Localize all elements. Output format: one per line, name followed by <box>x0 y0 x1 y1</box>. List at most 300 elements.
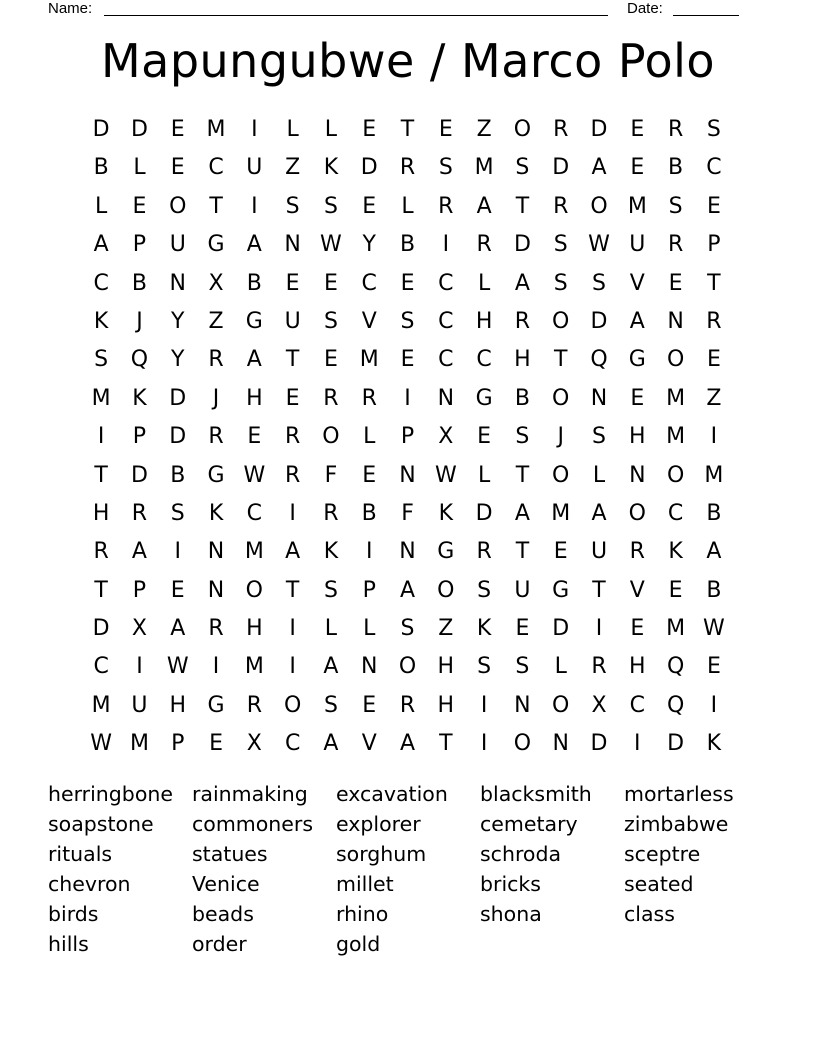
grid-letter: K <box>323 155 339 181</box>
grid-letter: N <box>629 462 646 488</box>
grid-letter: L <box>401 193 414 219</box>
grid-letter: S <box>323 577 338 603</box>
grid-letter: N <box>284 232 301 258</box>
grid-letter: V <box>361 308 377 334</box>
grid-letter: C <box>246 500 263 526</box>
grid-letter: S <box>438 155 453 181</box>
grid-letter: I <box>289 500 296 526</box>
grid-letter: A <box>285 539 301 565</box>
grid-letter: I <box>289 616 296 642</box>
grid-row <box>82 149 733 187</box>
grid-letter: E <box>630 155 645 181</box>
grid-letter: L <box>324 117 338 142</box>
grid-letter: M <box>244 654 264 680</box>
grid-letter: D <box>513 232 531 258</box>
grid-letter: A <box>246 232 262 258</box>
grid-letter: E <box>630 117 645 142</box>
grid-letter: X <box>438 424 454 450</box>
grid-letter: R <box>246 692 262 718</box>
grid-letter: I <box>480 731 488 757</box>
grid-letter: H <box>246 616 263 642</box>
grid-letter: I <box>136 654 143 680</box>
grid-letter: I <box>251 193 258 219</box>
grid-letter: M <box>666 616 686 642</box>
word-bank-item: zimbabwe <box>624 812 729 836</box>
grid-letter: M <box>551 500 571 526</box>
grid-letter: T <box>285 347 300 373</box>
grid-letter: P <box>132 424 147 450</box>
grid-letter: S <box>477 577 492 603</box>
grid-letter: C <box>93 654 109 680</box>
grid-letter: R <box>514 308 531 334</box>
grid-letter: E <box>630 616 645 642</box>
word-bank-item: soapstone <box>48 812 154 836</box>
grid-letter: D <box>590 731 608 757</box>
grid-letter: E <box>285 385 300 411</box>
grid-letter: A <box>514 270 530 296</box>
grid-letter: D <box>475 500 493 526</box>
grid-letter: R <box>553 193 569 219</box>
word-bank-item: millet <box>336 872 394 896</box>
grid-letter: M <box>666 385 686 411</box>
grid-letter: C <box>438 270 454 296</box>
grid-letter: D <box>169 385 187 411</box>
grid-letter: K <box>132 385 147 411</box>
grid-letter: F <box>401 500 414 526</box>
grid-letter: B <box>706 500 722 526</box>
grid-letter: I <box>289 654 296 680</box>
grid-letter: D <box>552 616 570 642</box>
grid-letter: E <box>362 462 377 488</box>
grid-letter: K <box>208 500 224 526</box>
grid-letter: M <box>91 692 111 718</box>
grid-letter: O <box>513 731 532 757</box>
grid-letter: D <box>92 616 110 642</box>
grid-letter: S <box>515 654 530 680</box>
grid-letter: O <box>322 424 340 450</box>
grid-letter: J <box>212 385 220 411</box>
grid-letter: S <box>477 654 492 680</box>
grid-letter: F <box>324 462 338 488</box>
grid-letter: E <box>668 270 683 296</box>
grid-letter: I <box>97 424 105 450</box>
letter-grid <box>82 111 733 764</box>
grid-letter: E <box>668 577 683 603</box>
grid-letter: O <box>590 193 608 219</box>
word-bank-item: sceptre <box>624 842 701 866</box>
grid-letter: Z <box>208 308 224 334</box>
grid-letter: R <box>399 692 416 718</box>
grid-letter: C <box>438 347 454 373</box>
grid-letter: E <box>706 654 721 680</box>
grid-letter: N <box>399 462 416 488</box>
grid-letter: H <box>246 385 263 411</box>
grid-row <box>82 303 733 341</box>
grid-letter: D <box>92 117 110 142</box>
grid-letter: I <box>251 117 258 142</box>
grid-letter: E <box>400 270 415 296</box>
grid-letter: W <box>320 232 342 258</box>
grid-letter: L <box>592 462 606 488</box>
grid-letter: P <box>132 232 147 258</box>
grid-letter: V <box>361 731 377 757</box>
grid-letter: E <box>553 539 568 565</box>
grid-letter: R <box>591 654 607 680</box>
grid-letter: P <box>707 232 721 258</box>
grid-letter: N <box>169 270 186 296</box>
grid-row <box>82 265 733 303</box>
grid-row <box>82 687 733 725</box>
grid-letter: I <box>710 692 718 718</box>
grid-letter: S <box>515 155 530 181</box>
grid-letter: C <box>93 270 109 296</box>
grid-letter: T <box>209 193 223 219</box>
grid-letter: K <box>706 731 722 757</box>
grid-letter: L <box>477 270 491 296</box>
worksheet-header <box>0 0 816 20</box>
word-bank-item: hills <box>48 932 89 956</box>
grid-letter: O <box>513 117 532 142</box>
grid-letter: C <box>438 308 454 334</box>
grid-letter: T <box>285 577 300 603</box>
grid-letter: L <box>363 424 376 450</box>
grid-letter: Z <box>706 385 722 411</box>
word-bank-item: beads <box>192 902 254 926</box>
grid-letter: I <box>442 232 450 258</box>
grid-letter: T <box>439 731 453 757</box>
word-bank-item: order <box>192 932 247 956</box>
grid-letter: B <box>706 577 722 603</box>
grid-letter: E <box>170 577 185 603</box>
grid-letter: J <box>557 424 564 450</box>
grid-letter: T <box>553 347 568 373</box>
word-bank-item: bricks <box>480 872 541 896</box>
grid-letter: E <box>362 117 377 142</box>
grid-letter: E <box>170 117 185 142</box>
grid-letter: R <box>629 539 645 565</box>
grid-letter: A <box>323 654 339 680</box>
grid-letter: A <box>591 155 607 181</box>
grid-letter: C <box>706 155 722 181</box>
grid-letter: B <box>361 500 377 526</box>
grid-letter: P <box>132 577 147 603</box>
grid-letter: R <box>323 500 339 526</box>
grid-letter: M <box>91 385 111 411</box>
grid-letter: O <box>283 692 302 718</box>
grid-letter: N <box>514 692 531 718</box>
grid-letter: C <box>667 500 684 526</box>
grid-letter: H <box>475 308 493 334</box>
grid-letter: S <box>592 270 606 296</box>
grid-letter: W <box>703 616 725 642</box>
grid-letter: E <box>477 424 492 450</box>
grid-letter: C <box>361 270 377 296</box>
grid-letter: S <box>706 117 721 142</box>
grid-letter: E <box>247 424 262 450</box>
grid-letter: E <box>630 385 645 411</box>
grid-letter: N <box>552 731 569 757</box>
grid-letter: D <box>552 155 570 181</box>
word-bank-item: sorghum <box>336 842 427 866</box>
grid-letter: H <box>437 692 455 718</box>
grid-letter: N <box>590 385 608 411</box>
grid-row <box>82 418 733 456</box>
word-bank-item: schroda <box>480 842 562 866</box>
grid-letter: R <box>284 424 301 450</box>
grid-letter: L <box>363 616 376 642</box>
word-bank-item: excavation <box>336 782 448 806</box>
grid-letter: L <box>133 155 146 181</box>
word-bank-item: class <box>624 902 675 926</box>
grid-letter: O <box>552 692 570 718</box>
grid-letter: U <box>246 155 263 181</box>
grid-letter: S <box>515 424 530 450</box>
grid-letter: X <box>591 692 607 718</box>
grid-letter: I <box>634 731 641 757</box>
grid-letter: K <box>476 616 492 642</box>
grid-letter: U <box>590 539 608 565</box>
word-bank-item: statues <box>192 842 268 866</box>
grid-row <box>82 572 733 610</box>
grid-letter: E <box>438 117 453 142</box>
grid-letter: E <box>132 193 147 219</box>
grid-row <box>82 111 733 149</box>
grid-row <box>82 188 733 226</box>
grid-letter: T <box>94 462 108 488</box>
grid-letter: C <box>284 731 301 757</box>
grid-row <box>82 610 733 648</box>
grid-letter: O <box>169 193 187 219</box>
grid-letter: A <box>323 731 339 757</box>
grid-row <box>82 341 733 379</box>
grid-letter: T <box>592 577 606 603</box>
grid-letter: L <box>95 193 108 219</box>
grid-letter: L <box>554 654 567 680</box>
grid-letter: G <box>207 462 225 488</box>
grid-letter: G <box>245 308 263 334</box>
grid-letter: N <box>399 539 416 565</box>
grid-letter: E <box>706 347 721 373</box>
word-bank-item: herringbone <box>48 782 173 806</box>
grid-row <box>82 457 733 495</box>
grid-letter: S <box>94 347 109 373</box>
grid-letter: W <box>588 232 610 258</box>
word-bank-item: rituals <box>48 842 113 866</box>
grid-letter: I <box>404 385 411 411</box>
grid-letter: Z <box>476 117 492 142</box>
grid-letter: R <box>208 347 224 373</box>
grid-letter: M <box>359 347 379 373</box>
grid-letter: I <box>212 654 220 680</box>
grid-letter: E <box>515 616 530 642</box>
grid-letter: C <box>208 155 224 181</box>
grid-letter: P <box>171 731 185 757</box>
grid-letter: O <box>552 385 570 411</box>
grid-letter: I <box>480 692 488 718</box>
grid-letter: R <box>667 117 684 142</box>
grid-letter: A <box>131 539 147 565</box>
grid-letter: B <box>93 155 109 181</box>
grid-letter: X <box>131 616 147 642</box>
grid-letter: R <box>323 385 339 411</box>
grid-letter: N <box>437 385 455 411</box>
grid-letter: E <box>362 193 377 219</box>
grid-letter: Q <box>130 347 149 373</box>
grid-letter: S <box>323 692 338 718</box>
word-bank-item: birds <box>48 902 99 926</box>
grid-letter: T <box>94 577 108 603</box>
grid-letter: D <box>169 424 187 450</box>
grid-letter: A <box>591 500 607 526</box>
grid-letter: D <box>360 155 378 181</box>
grid-letter: Z <box>438 616 454 642</box>
grid-letter: O <box>552 462 570 488</box>
grid-letter: K <box>438 500 454 526</box>
grid-letter: M <box>627 193 647 219</box>
word-bank-item: Venice <box>192 872 260 896</box>
grid-letter: D <box>590 117 608 142</box>
grid-letter: N <box>360 654 378 680</box>
word-bank-item: seated <box>624 872 694 896</box>
grid-letter: J <box>136 308 143 334</box>
grid-letter: L <box>324 616 338 642</box>
page-title: Mapungubwe / Marco Polo <box>100 34 716 88</box>
grid-letter: E <box>170 155 185 181</box>
grid-letter: U <box>131 692 148 718</box>
grid-letter: M <box>244 539 264 565</box>
grid-letter: T <box>400 117 415 142</box>
grid-letter: A <box>476 193 492 219</box>
grid-letter: A <box>170 616 186 642</box>
grid-letter: N <box>207 577 225 603</box>
grid-letter: M <box>666 424 686 450</box>
word-bank-item: shona <box>480 902 542 926</box>
grid-letter: O <box>552 308 570 334</box>
grid-row <box>82 495 733 533</box>
grid-letter: R <box>284 462 301 488</box>
grid-letter: R <box>208 424 224 450</box>
word-bank-item: cemetary <box>480 812 578 836</box>
grid-letter: M <box>474 155 494 181</box>
grid-letter: D <box>590 308 608 334</box>
word-bank-item: rhino <box>336 902 389 926</box>
grid-letter: I <box>595 616 603 642</box>
grid-row <box>82 380 733 418</box>
grid-letter: A <box>514 500 530 526</box>
name-blank-line <box>104 15 608 16</box>
grid-letter: G <box>437 539 455 565</box>
word-bank-item: mortarless <box>624 782 734 806</box>
grid-letter: O <box>437 577 455 603</box>
grid-letter: S <box>285 193 300 219</box>
grid-letter: O <box>628 500 646 526</box>
grid-row <box>82 725 733 763</box>
word-bank-item: rainmaking <box>192 782 308 806</box>
grid-letter: E <box>285 270 300 296</box>
grid-letter: V <box>629 270 645 296</box>
grid-letter: A <box>399 731 416 757</box>
grid-letter: R <box>438 193 454 219</box>
grid-letter: Y <box>171 308 185 334</box>
grid-letter: T <box>515 193 530 219</box>
grid-letter: Y <box>171 347 185 373</box>
grid-letter: H <box>437 654 455 680</box>
grid-letter: H <box>514 347 531 373</box>
grid-letter: M <box>704 462 724 488</box>
grid-letter: B <box>131 270 147 296</box>
grid-letter: U <box>284 308 301 334</box>
grid-letter: A <box>629 308 645 334</box>
grid-letter: E <box>323 270 338 296</box>
grid-letter: R <box>667 232 684 258</box>
grid-letter: R <box>706 308 722 334</box>
grid-letter: H <box>629 424 646 450</box>
grid-letter: M <box>129 731 149 757</box>
grid-letter: S <box>592 424 606 450</box>
grid-letter: A <box>246 347 262 373</box>
grid-letter: P <box>400 424 415 450</box>
grid-letter: O <box>398 654 417 680</box>
grid-letter: I <box>710 424 718 450</box>
grid-letter: Q <box>666 654 685 680</box>
grid-letter: S <box>323 308 338 334</box>
grid-letter: G <box>628 347 646 373</box>
grid-letter: K <box>668 539 683 565</box>
grid-letter: B <box>170 462 186 488</box>
grid-letter: R <box>399 155 416 181</box>
grid-letter: D <box>130 117 148 142</box>
grid-letter: D <box>667 731 685 757</box>
grid-letter: I <box>365 539 373 565</box>
grid-letter: W <box>166 654 189 680</box>
grid-letter: T <box>515 539 530 565</box>
grid-letter: K <box>323 539 339 565</box>
grid-letter: O <box>245 577 263 603</box>
word-bank-item: commoners <box>192 812 314 836</box>
grid-letter: T <box>515 462 530 488</box>
grid-letter: C <box>476 347 492 373</box>
grid-letter: W <box>90 731 113 757</box>
grid-letter: G <box>475 385 493 411</box>
grid-letter: D <box>130 462 148 488</box>
grid-letter: R <box>93 539 109 565</box>
grid-letter: Y <box>362 232 376 258</box>
grid-letter: B <box>399 232 416 258</box>
grid-letter: X <box>208 270 224 296</box>
grid-row <box>82 648 733 686</box>
grid-letter: W <box>243 462 266 488</box>
grid-letter: M <box>206 117 226 142</box>
grid-letter: E <box>706 193 721 219</box>
grid-letter: B <box>668 155 684 181</box>
grid-letter: E <box>323 347 338 373</box>
grid-letter: G <box>552 577 570 603</box>
grid-letter: S <box>400 616 415 642</box>
grid-letter: E <box>400 347 415 373</box>
grid-letter: O <box>666 462 685 488</box>
name-label: Name: <box>48 0 93 17</box>
grid-letter: E <box>362 692 377 718</box>
grid-letter: O <box>666 347 685 373</box>
date-label: Date: <box>627 0 663 17</box>
grid-row <box>82 533 733 571</box>
word-bank-item: gold <box>336 932 381 956</box>
grid-letter: W <box>434 462 457 488</box>
grid-letter: S <box>668 193 683 219</box>
grid-letter: C <box>629 692 645 718</box>
grid-letter: R <box>553 117 569 142</box>
grid-letter: G <box>207 232 225 258</box>
